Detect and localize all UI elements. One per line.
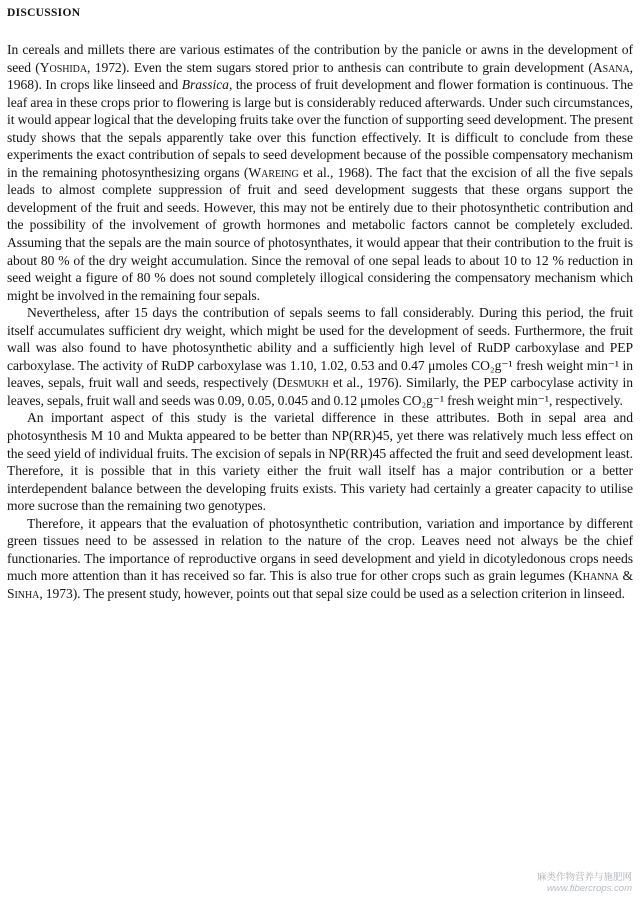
site-watermark — [537, 872, 632, 894]
p2-text: Nevertheless, after 15 days the contribution of sepals seems to fall considerably. During this period, the fruit itself accumulates sufficient dry weight, which might be used for the development of seeds. Furthermore, the fruit wall was also found to have photosynthetic ability and a sufficiently high level of RuDP carboxylase and PEP carboxylase. The activity of RuDP carboxylase was 1.10, 1.02, 0.53 and 0.47 μmoles CO₂g⁻¹ fresh weight min⁻¹ in leaves, sepals, fruit wall and seeds, respectively ( — [7, 305, 633, 391]
section-heading: DISCUSSION — [7, 7, 81, 19]
p1-text: et al., 1968). The fact that the excision of all the five sepals leads to almost complete suppression of fruit and seed development suggests that these organs support the development of the fruit and seeds. However, this may not be entirely due to their photosynthetic contribution and the possibility of the involvement of growth hormones and metabolic factors cannot be completely excluded. Assuming that the sepals are the main source of photosynthates, it would appear that their contribution to the fruit is about 80 % of the dry weight accumulation. Since the removal of one sepal leads to about 10 to 12 % reduction in seed weight a figure of 80 % does not sound completely illogical considering the compensatory mechanism which might be involved in the remaining four sepals. — [7, 164, 633, 303]
watermark-url: www.fibercrops.com — [547, 883, 632, 894]
p1-text: In cereals and millets there are various estimates of the contribution by the panicle or awns in the development of seed ( — [7, 42, 633, 75]
p1-text: , 1972). Even the stem sugars stored prior to anthesis can contribute to grain development ( — [87, 59, 593, 75]
p1-text: , 1968). In crops like linseed and — [7, 59, 633, 93]
citation-author: Yoshida — [39, 59, 88, 75]
p3-text: An important aspect of this study is the varietal difference in these attributes. Both in sepal area and photosynthesis M 10 and Mukta appeared to be better than NP(RR)45, yet there was relatively much less effect on the seed yield of individual fruits. The excision of sepals in NP(RR)45 affected the fruit and seed development least. Therefore, it is possible that in this variety either the fruit wall itself has a major contribution or a better interdependent balance between the developing fruits exists. This variety had certainly a greater capacity to utilise more sucrose than the remaining two genotypes. — [7, 410, 633, 514]
citation-author: Asana — [592, 59, 630, 75]
paragraph-2 — [7, 304, 633, 409]
p4-text: Therefore, it appears that the evaluation of photosynthetic contribution, variation and importance by different green tissues need to be assessed in relation to the nature of the crop. Leaves need not always be the chief functionaries. The importance of reproductive organs in seed development and yield in dicotyledonous crops needs much more attention than it has received so far. This is also true for other crops such as grain legumes ( — [7, 515, 633, 584]
citation-author: Wareing — [248, 164, 299, 180]
p4-text: , 1973). The present study, however, points out that sepal size could be used as a selection criterion in linseed. — [39, 585, 625, 601]
citation-author: Desmukh — [277, 375, 329, 391]
p2-text: et al., 1976). Similarly, the PEP carbocylase activity in leaves, sepals, fruit wall and seeds was 0.09, 0.05, 0.045 and 0.12 μmoles CO₂g⁻¹ fresh weight min⁻¹, respectively. — [7, 375, 633, 408]
paragraph-1 — [7, 41, 633, 304]
citation-author: Khanna & Sinha — [7, 568, 634, 601]
p1-text: , the process of fruit development and flower formation is continuous. The leaf area in these crops prior to flowering is large but is considerably reduced afterwards. Under such circumstances, it would appear logical that the developing fruits take over the function of supporting seed development. The present study shows that the sepals apparently take over this function effectively. It is difficult to conclude from these experiments the exact contribution of sepals to seed development because of the possible compensatory mechanism in the remaining photosynthesizing organs ( — [7, 77, 633, 180]
genus-name: Brassica — [181, 77, 229, 93]
watermark-site-name: 麻类作物营养与施肥网 — [536, 872, 632, 883]
paragraph-3 — [7, 409, 633, 514]
paragraph-4 — [7, 515, 633, 603]
